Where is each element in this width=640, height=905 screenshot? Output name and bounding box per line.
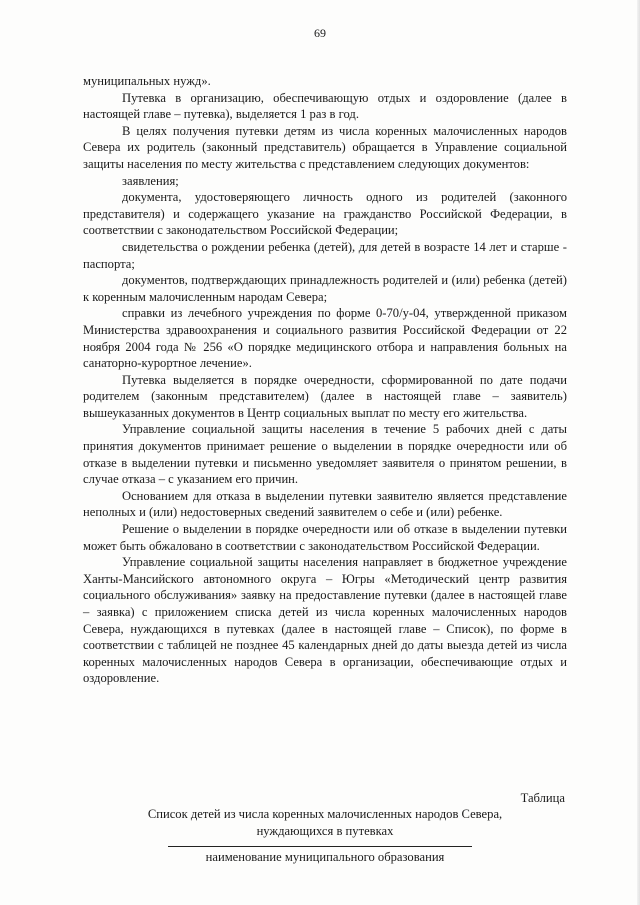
list-item-application: заявления;: [122, 173, 179, 188]
document-body: [83, 73, 567, 687]
paragraph-application-submission: Управление социальной защиты населения направляет в бюджетное учреждение Ханты-Мансийского автономного округа – Югры «Методический центр развития социального обслуживания» заявку на предоставление путевки (далее в настоящей главе – заявка) с приложением списка детей из числа коренных малочисленных народов Севера, нуждающихся в путевках (далее в настоящей главе – Список), по форме в соответствии с таблицей не позднее 45 календарных дней до даты выезда детей из числа коренных малочисленных народов Севера в организации, обеспечивающие отдых и оздоровление.: [83, 555, 567, 686]
list-item-indigenous-proof: документов, подтверждающих принадлежность родителей и (или) ребенка (детей) к коренным малочисленным народам Севера;: [83, 273, 567, 304]
municipality-caption: наименование муниципального образования: [205, 850, 445, 864]
paragraph-continuation: муниципальных нужд».: [83, 74, 211, 88]
page-number: 69: [314, 26, 326, 40]
paragraph-appeal: Решение о выделении в порядке очередности или об отказе в выделении путевки может быть обжаловано в соответствии с законодательством Российской Федерации.: [83, 522, 567, 553]
table-title: [83, 806, 567, 839]
table-title-line: Список детей из числа коренных малочисленных народов Севера,: [147, 807, 503, 821]
paragraph-queue-order: Путевка выделяется в порядке очередности, сформированной по дате подачи родителем (законным представителем) (далее в настоящей главе – заявитель) вышеуказанных документов в Центр социальных выплат по месту его жительства.: [83, 372, 567, 420]
paragraph-application-procedure: В целях получения путевки детям из числа коренных малочисленных народов Севера их родитель (законный представитель) обращается в Управление социальной защиты населения по месту жительства с представлением следующих документов:: [83, 123, 567, 171]
table-title-line: нуждающихся в путевках: [256, 823, 394, 838]
municipality-underline: [168, 846, 472, 847]
paragraph-decision-timeline: Управление социальной защиты населения в течение 5 рабочих дней с даты принятия документов принимает решение о выделении в порядке очередности или об отказе в выделении путевки и письменно уведомляет заявителя о принятом решении, в случае отказа – с указанием его причин.: [83, 422, 567, 487]
list-item-identity-document: документа, удостоверяющего личность одного из родителей (законного представителя) и содержащего указание на гражданство Российской Федерации, в соответствии с законодательством Российской Федерации;: [83, 190, 567, 238]
paragraph-voucher-frequency: Путевка в организацию, обеспечивающую отдых и оздоровление (далее в настоящей главе – путевка), выделяется 1 раз в год.: [83, 90, 567, 122]
list-item-medical-certificate: справки из лечебного учреждения по форме 0-70/у-04, утвержденной приказом Министерства здравоохранения и социального развития Российской Федерации от 22 ноября 2004 года № 256 «О порядке медицинского отбора и направления больных на санаторно-курортное лечение».: [83, 306, 567, 371]
table-label: Таблица: [520, 791, 565, 805]
list-item-birth-certificate: свидетельства о рождении ребенка (детей), для детей в возрасте 14 лет и старше - паспорта;: [83, 239, 567, 271]
paragraph-refusal-grounds: Основанием для отказа в выделении путевки заявителю является представление неполных и (или) недостоверных сведений заявителем о себе и (или) ребенке.: [83, 488, 567, 520]
